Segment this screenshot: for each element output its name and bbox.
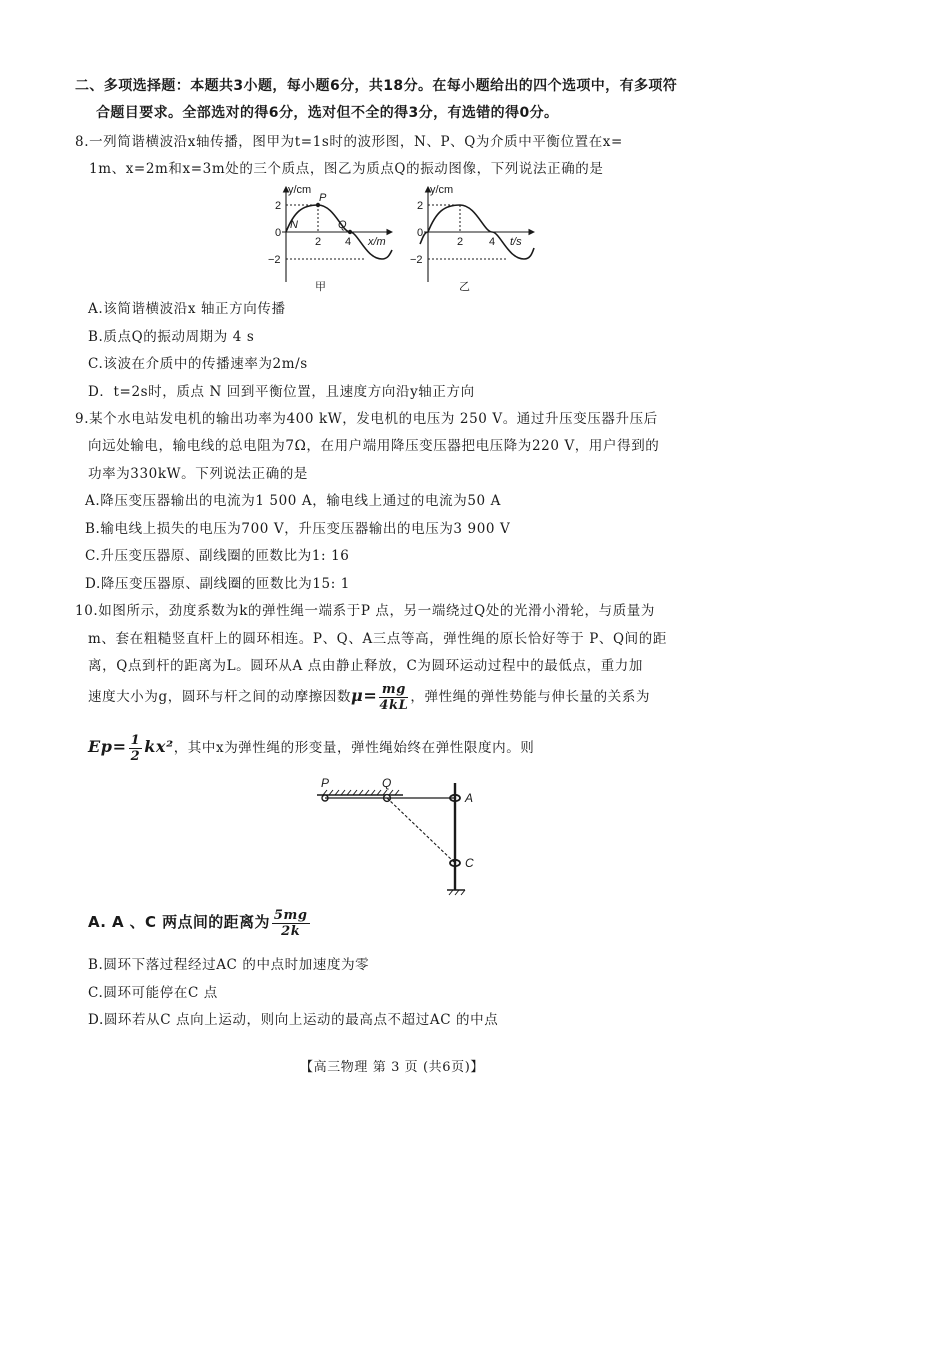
q9-stem-line2: 向远处输电，输电线的总电阻为7Ω，在用户端用降压变压器把电压降为220 V，用户得到的: [88, 438, 660, 454]
section-heading-line2: 合题目要求。全部选对的得6分，选对但不全的得3分，有选错的得0分。: [96, 105, 559, 121]
xlabel: t/s: [510, 236, 522, 248]
ttick-2: 2: [457, 236, 464, 248]
q8-option-b: B.质点Q的振动周期为 4 s: [88, 329, 255, 345]
mu-numerator: mg: [379, 683, 408, 698]
xlabel: x/m: [368, 236, 386, 248]
q10-stem-line2: m、套在粗糙竖直杆上的圆环相连。P、Q、A三点等高，弹性绳的原长恰好等于 P、Q间的距: [88, 631, 667, 647]
q10-stem-line5: [88, 734, 534, 763]
ylabel: y/cm: [430, 184, 454, 196]
optA-text: A. A 、C 两点间的距离为: [88, 913, 270, 931]
mu-fraction: [379, 683, 408, 712]
point-Q: [348, 230, 352, 234]
label-N: N: [290, 219, 298, 231]
q9-option-c: C.升压变压器原、副线圈的匝数比为1: 16: [85, 548, 350, 564]
wave-curve-tail: [382, 250, 392, 259]
label-P: P: [319, 192, 327, 204]
base-hatch: [449, 890, 465, 895]
rope-QC: [387, 798, 454, 862]
ylabel: y/cm: [288, 184, 312, 196]
section-heading-line1: 二、多项选择题：本题共3小题，每小题6分，共18分。在每小题给出的四个选项中，有多项符: [75, 78, 678, 94]
q10-option-c: C.圆环可能停在C 点: [88, 985, 218, 1001]
caption: 乙: [459, 281, 470, 293]
label-P: P: [321, 776, 330, 790]
q9-option-a: A.降压变压器输出的电流为1 500 A，输电线上通过的电流为50 A: [85, 493, 501, 509]
xtick-4: 4: [345, 236, 352, 248]
optA-numerator: 5mg: [273, 908, 308, 923]
ytick-top: 2: [417, 200, 424, 212]
q8-stem-line1: 8.一列简谐横波沿x轴传播，图甲为t=1s时的波形图，N、P、Q为介质中平衡位置在x=: [75, 134, 623, 150]
q10-figure-pulley: [305, 775, 505, 900]
q8-figure-waveform: [262, 182, 402, 297]
ytick-zero: 0: [417, 227, 424, 239]
q10-stem-line1: 10.如图所示，劲度系数为k的弹性绳一端系于P 点，另一端绕过Q处的光滑小滑轮，与质量为: [75, 603, 655, 619]
q8-option-c: C.该波在介质中的传播速率为2m/s: [88, 356, 308, 372]
mu-denominator: 4kL: [379, 698, 409, 713]
caption: 甲: [315, 281, 326, 293]
label-A: A: [465, 791, 474, 805]
xtick-2: 2: [315, 236, 322, 248]
q8-stem-line2: 1m、x=2m和x=3m处的三个质点，图乙为质点Q的振动图像，下列说法正确的是: [89, 161, 604, 177]
q9-option-d: D.降压变压器原、副线圈的匝数比为15: 1: [85, 576, 350, 592]
q10-option-d: D.圆环若从C 点向上运动，则向上运动的最高点不超过AC 的中点: [88, 1012, 499, 1028]
ytick-top: 2: [275, 200, 282, 212]
ytick-bottom: −2: [268, 254, 281, 266]
line4-text-post: ，弹性绳的弹性势能与伸长量的关系为: [410, 689, 651, 705]
line5-text: ，其中x为弹性绳的形变量，弹性绳始终在弹性限度内。则: [173, 740, 535, 756]
label-Q: Q: [382, 776, 392, 790]
ep-denominator: 2: [130, 749, 141, 764]
q8-figure-vibration: [404, 182, 544, 297]
ep-numerator: 1: [130, 733, 141, 748]
ttick-4: 4: [489, 236, 496, 248]
line4-text: 速度大小为g，圆环与杆之间的动摩擦因数: [88, 689, 352, 705]
label-Q: Q: [338, 219, 347, 231]
q8-option-a: A.该简谐横波沿x 轴正方向传播: [88, 301, 286, 317]
q9-stem-line3: 功率为330kW。下列说法正确的是: [88, 466, 309, 482]
label-C: C: [465, 856, 474, 870]
ep-lhs: Ep=: [88, 737, 127, 756]
q9-option-b: B.输电线上损失的电压为700 V，升压变压器输出的电压为3 900 V: [85, 521, 511, 537]
q8-option-d: D．t=2s时，质点 N 回到平衡位置，且速度方向沿y轴正方向: [88, 384, 475, 400]
q10-option-b: B.圆环下落过程经过AC 的中点时加速度为零: [88, 957, 370, 973]
optA-denominator: 2k: [281, 924, 301, 939]
q9-stem-line1: 9.某个水电站发电机的输出功率为400 kW，发电机的电压为 250 V。通过升压变压器升压后: [75, 411, 658, 427]
ytick-bottom: −2: [410, 254, 423, 266]
q10-option-a: [88, 909, 312, 938]
page-footer: 【高三物理 第 3 页 (共6页)】: [300, 1060, 485, 1075]
mu-symbol: μ=: [351, 686, 378, 705]
q10-stem-line4: [88, 683, 650, 712]
q10-stem-line3: 离，Q点到杆的距离为L。圆环从A 点由静止释放，C为圆环运动过程中的最低点，重力加: [88, 658, 644, 674]
optA-fraction: [272, 909, 310, 938]
ep-fraction: [129, 734, 143, 763]
ep-rhs: kx²: [144, 737, 174, 756]
ytick-zero: 0: [275, 227, 282, 239]
